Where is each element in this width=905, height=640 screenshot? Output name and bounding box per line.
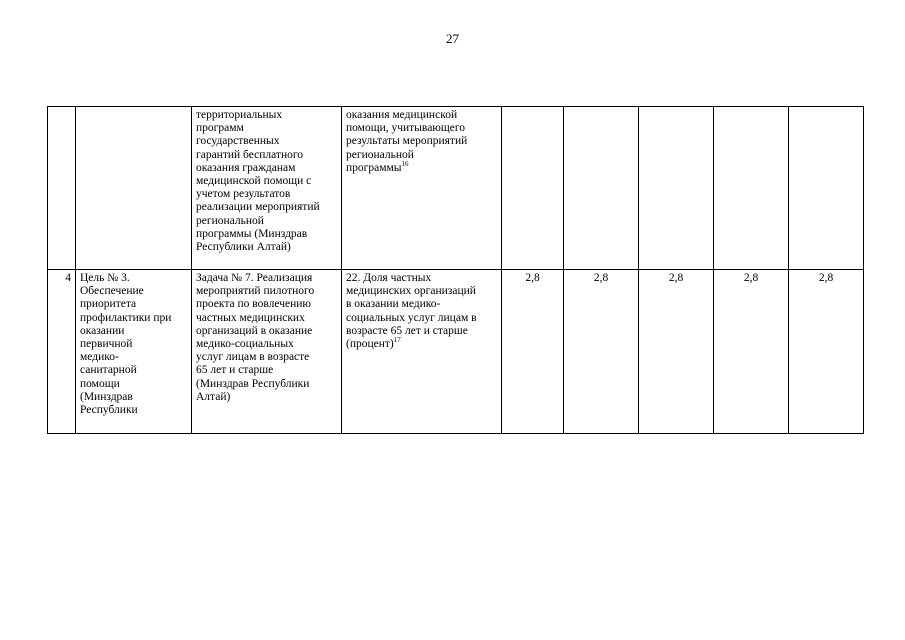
goal-cell: [76, 107, 192, 270]
value-cell: [564, 107, 639, 270]
goal-cell: Цель № 3. Обеспечение приоритета профилактики при оказании первичной медико- санитарной помощи (Минздрав Республики: [76, 270, 192, 434]
indicator-cell: [342, 270, 502, 434]
footnote-mark: 16: [401, 159, 409, 168]
indicator-cell: [342, 107, 502, 270]
value-cell: [639, 107, 714, 270]
task-cell: территориальных программ государственных гарантий бесплатного оказания гражданам медицинской помощи с учетом результатов реализации мероприятий региональной программы (Минздрав Республики Алтай): [192, 107, 342, 270]
value-cell: 2,8: [564, 270, 639, 434]
value-cell: 2,8: [789, 270, 864, 434]
value-cell: [789, 107, 864, 270]
page-number: 27: [446, 31, 459, 46]
value-cell: [714, 107, 789, 270]
value-cell: [502, 107, 564, 270]
table-row: [48, 270, 864, 434]
task-cell: Задача № 7. Реализация мероприятий пилотного проекта по вовлечению частных медицинских организаций в оказание медико-социальных услуг лицам в возрасте 65 лет и старше (Минздрав Республики Алтай): [192, 270, 342, 434]
value-cell: 2,8: [502, 270, 564, 434]
row-number: [48, 107, 76, 270]
indicators-table: [47, 106, 864, 434]
value-cell: 2,8: [714, 270, 789, 434]
row-number: 4: [48, 270, 76, 434]
value-cell: 2,8: [639, 270, 714, 434]
indicator-text: 22. Доля частных медицинских организаций в оказании медико- социальных услуг лицам в возрасте 65 лет и старше (процент): [346, 272, 477, 351]
footnote-mark: 17: [393, 336, 401, 345]
indicator-text: оказания медицинской помощи, учитывающего результаты мероприятий региональной программы: [346, 109, 468, 174]
table-row: [48, 107, 864, 270]
